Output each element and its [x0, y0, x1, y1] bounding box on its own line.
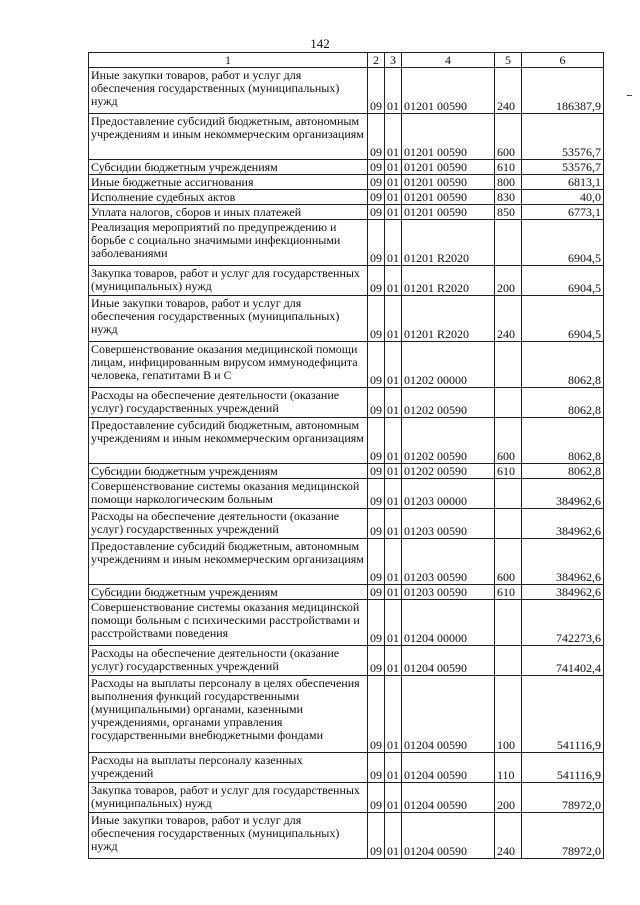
amount-cell: 6773,1 — [522, 205, 604, 220]
table-row — [89, 676, 604, 753]
subsection-code-cell: 01 — [385, 600, 402, 646]
expense-type-cell: 100 — [495, 676, 522, 753]
table-row — [89, 296, 604, 342]
section-code-cell: 09 — [368, 464, 385, 479]
row-name-cell: Совершенствование оказания медицинской помощи лицам, инфицированным вирусом иммунодефицита человека, гепатитами В и С — [89, 342, 368, 388]
expense-type-cell: 200 — [495, 783, 522, 813]
row-name-cell: Предоставление субсидий бюджетным, автономным учреждениям и иным некоммерческим организациям — [89, 114, 368, 160]
table-row — [89, 783, 604, 813]
expense-type-cell: 600 — [495, 114, 522, 160]
row-name-cell: Расходы на обеспечение деятельности (оказание услуг) государственных учреждений — [89, 388, 368, 418]
header-cell: 2 — [368, 53, 385, 68]
table-row — [89, 342, 604, 388]
target-article-cell: 01201 R2020 — [402, 220, 495, 266]
target-article-cell: 01201 00590 — [402, 190, 495, 205]
row-name-cell: Иные закупки товаров, работ и услуг для обеспечения государственных (муниципальных) нужд — [89, 296, 368, 342]
table-row — [89, 190, 604, 205]
amount-cell: 6904,5 — [522, 266, 604, 296]
amount-cell: 8062,8 — [522, 418, 604, 464]
table-row — [89, 600, 604, 646]
target-article-cell: 01201 00590 — [402, 175, 495, 190]
section-code-cell: 09 — [368, 160, 385, 175]
section-code-cell: 09 — [368, 646, 385, 676]
amount-cell: 8062,8 — [522, 388, 604, 418]
subsection-code-cell: 01 — [385, 676, 402, 753]
target-article-cell: 01202 00590 — [402, 388, 495, 418]
expense-type-cell: 110 — [495, 753, 522, 783]
expense-type-cell: 240 — [495, 813, 522, 859]
expense-type-cell — [495, 342, 522, 388]
section-code-cell: 09 — [368, 68, 385, 114]
row-name-cell: Закупка товаров, работ и услуг для государственных (муниципальных) нужд — [89, 266, 368, 296]
target-article-cell: 01201 R2020 — [402, 296, 495, 342]
target-article-cell: 01202 00590 — [402, 464, 495, 479]
amount-cell: 53576,7 — [522, 114, 604, 160]
expense-type-cell: 240 — [495, 68, 522, 114]
table-row — [89, 509, 604, 539]
subsection-code-cell: 01 — [385, 509, 402, 539]
amount-cell: 6813,1 — [522, 175, 604, 190]
target-article-cell: 01204 00590 — [402, 783, 495, 813]
section-code-cell: 09 — [368, 600, 385, 646]
row-name-cell: Уплата налогов, сборов и иных платежей — [89, 205, 368, 220]
target-article-cell: 01202 00000 — [402, 342, 495, 388]
table-row — [89, 266, 604, 296]
row-name-cell: Реализация мероприятий по предупреждению и борьбе с социально значимыми инфекционными заболеваниями — [89, 220, 368, 266]
header-cell: 4 — [402, 53, 495, 68]
row-name-cell: Совершенствование системы оказания медицинской помощи больным с психическими расстройствами и расстройствами поведения — [89, 600, 368, 646]
subsection-code-cell: 01 — [385, 479, 402, 509]
expense-type-cell: 600 — [495, 539, 522, 585]
table-row — [89, 464, 604, 479]
target-article-cell: 01204 00590 — [402, 753, 495, 783]
row-name-cell: Иные закупки товаров, работ и услуг для обеспечения государственных (муниципальных) нужд — [89, 68, 368, 114]
row-name-cell: Субсидии бюджетным учреждениям — [89, 464, 368, 479]
row-name-cell: Предоставление субсидий бюджетным, автономным учреждениям и иным некоммерческим организациям — [89, 418, 368, 464]
target-article-cell: 01203 00590 — [402, 539, 495, 585]
row-name-cell: Иные бюджетные ассигнования — [89, 175, 368, 190]
page-number: 142 — [310, 36, 330, 51]
header-cell: 6 — [522, 53, 604, 68]
amount-cell: 6904,5 — [522, 296, 604, 342]
table-row — [89, 68, 604, 114]
expense-type-cell: 830 — [495, 190, 522, 205]
subsection-code-cell: 01 — [385, 342, 402, 388]
table-row — [89, 813, 604, 859]
section-code-cell: 09 — [368, 296, 385, 342]
section-code-cell: 09 — [368, 783, 385, 813]
table-row — [89, 160, 604, 175]
table-row — [89, 114, 604, 160]
expense-type-cell: 610 — [495, 464, 522, 479]
expense-type-cell: 610 — [495, 160, 522, 175]
expense-type-cell: 240 — [495, 296, 522, 342]
section-code-cell: 09 — [368, 190, 385, 205]
section-code-cell: 09 — [368, 539, 385, 585]
amount-cell: 186387,9 — [522, 68, 604, 114]
table-row — [89, 646, 604, 676]
target-article-cell: 01203 00590 — [402, 585, 495, 600]
table-row — [89, 175, 604, 190]
section-code-cell: 09 — [368, 479, 385, 509]
section-code-cell: 09 — [368, 813, 385, 859]
row-name-cell: Расходы на выплаты персоналу в целях обеспечения выполнения функций государственными (муниципальными) органами, казенными учреждениями, органами управления государственными внебюджетными фондами — [89, 676, 368, 753]
section-code-cell: 09 — [368, 585, 385, 600]
amount-cell: 78972,0 — [522, 813, 604, 859]
subsection-code-cell: 01 — [385, 813, 402, 859]
subsection-code-cell: 01 — [385, 646, 402, 676]
table-row — [89, 479, 604, 509]
subsection-code-cell: 01 — [385, 585, 402, 600]
subsection-code-cell: 01 — [385, 190, 402, 205]
amount-cell: 8062,8 — [522, 342, 604, 388]
amount-cell: 8062,8 — [522, 464, 604, 479]
target-article-cell: 01204 00590 — [402, 646, 495, 676]
amount-cell: 741402,4 — [522, 646, 604, 676]
row-name-cell: Закупка товаров, работ и услуг для государственных (муниципальных) нужд — [89, 783, 368, 813]
subsection-code-cell: 01 — [385, 114, 402, 160]
subsection-code-cell: 01 — [385, 160, 402, 175]
target-article-cell: 01203 00590 — [402, 509, 495, 539]
subsection-code-cell: 01 — [385, 68, 402, 114]
table-row — [89, 220, 604, 266]
target-article-cell: 01202 00590 — [402, 418, 495, 464]
expense-type-cell: 800 — [495, 175, 522, 190]
header-row — [89, 53, 604, 68]
subsection-code-cell: 01 — [385, 418, 402, 464]
subsection-code-cell: 01 — [385, 464, 402, 479]
amount-cell: 384962,6 — [522, 509, 604, 539]
amount-cell: 541116,9 — [522, 676, 604, 753]
header-cell: 1 — [89, 53, 368, 68]
subsection-code-cell: 01 — [385, 220, 402, 266]
amount-cell: 40,0 — [522, 190, 604, 205]
expense-type-cell — [495, 220, 522, 266]
row-name-cell: Иные закупки товаров, работ и услуг для обеспечения государственных (муниципальных) нужд — [89, 813, 368, 859]
subsection-code-cell: 01 — [385, 539, 402, 585]
header-cell: 5 — [495, 53, 522, 68]
target-article-cell: 01201 00590 — [402, 68, 495, 114]
expense-type-cell: 600 — [495, 418, 522, 464]
target-article-cell: 01204 00000 — [402, 600, 495, 646]
section-code-cell: 09 — [368, 418, 385, 464]
target-article-cell: 01201 R2020 — [402, 266, 495, 296]
amount-cell: 6904,5 — [522, 220, 604, 266]
section-code-cell: 09 — [368, 175, 385, 190]
amount-cell: 384962,6 — [522, 585, 604, 600]
row-name-cell: Расходы на обеспечение деятельности (оказание услуг) государственных учреждений — [89, 646, 368, 676]
table-row — [89, 418, 604, 464]
amount-cell: 384962,6 — [522, 539, 604, 585]
section-code-cell: 09 — [368, 205, 385, 220]
expense-type-cell — [495, 388, 522, 418]
section-code-cell: 09 — [368, 266, 385, 296]
amount-cell: 53576,7 — [522, 160, 604, 175]
subsection-code-cell: 01 — [385, 783, 402, 813]
target-article-cell: 01203 00000 — [402, 479, 495, 509]
subsection-code-cell: 01 — [385, 205, 402, 220]
expense-type-cell — [495, 509, 522, 539]
target-article-cell: 01204 00590 — [402, 813, 495, 859]
table-row — [89, 539, 604, 585]
expense-type-cell — [495, 600, 522, 646]
amount-cell: 541116,9 — [522, 753, 604, 783]
row-name-cell: Субсидии бюджетным учреждениям — [89, 585, 368, 600]
table-row — [89, 388, 604, 418]
target-article-cell: 01201 00590 — [402, 114, 495, 160]
section-code-cell: 09 — [368, 388, 385, 418]
expense-type-cell — [495, 646, 522, 676]
subsection-code-cell: 01 — [385, 296, 402, 342]
amount-cell: 742273,6 — [522, 600, 604, 646]
row-name-cell: Расходы на обеспечение деятельности (оказание услуг) государственных учреждений — [89, 509, 368, 539]
header-cell: 3 — [385, 53, 402, 68]
row-name-cell: Субсидии бюджетным учреждениям — [89, 160, 368, 175]
expense-type-cell: 850 — [495, 205, 522, 220]
target-article-cell: 01201 00590 — [402, 205, 495, 220]
expense-type-cell — [495, 479, 522, 509]
section-code-cell: 09 — [368, 342, 385, 388]
subsection-code-cell: 01 — [385, 266, 402, 296]
row-name-cell: Исполнение судебных актов — [89, 190, 368, 205]
target-article-cell: 01204 00590 — [402, 676, 495, 753]
expense-type-cell: 200 — [495, 266, 522, 296]
subsection-code-cell: 01 — [385, 175, 402, 190]
subsection-code-cell: 01 — [385, 753, 402, 783]
subsection-code-cell: 01 — [385, 388, 402, 418]
row-name-cell: Предоставление субсидий бюджетным, автономным учреждениям и иным некоммерческим организациям — [89, 539, 368, 585]
table-row — [89, 585, 604, 600]
amount-cell: 78972,0 — [522, 783, 604, 813]
table-row — [89, 753, 604, 783]
amount-cell: 384962,6 — [522, 479, 604, 509]
row-name-cell: Расходы на выплаты персоналу казенных учреждений — [89, 753, 368, 783]
section-code-cell: 09 — [368, 220, 385, 266]
table-row — [89, 205, 604, 220]
section-code-cell: 09 — [368, 114, 385, 160]
expense-type-cell: 610 — [495, 585, 522, 600]
section-code-cell: 09 — [368, 753, 385, 783]
row-name-cell: Совершенствование системы оказания медицинской помощи наркологическим больным — [89, 479, 368, 509]
section-code-cell: 09 — [368, 509, 385, 539]
target-article-cell: 01201 00590 — [402, 160, 495, 175]
margin-mark — [627, 95, 632, 96]
section-code-cell: 09 — [368, 676, 385, 753]
budget-table — [88, 52, 604, 859]
